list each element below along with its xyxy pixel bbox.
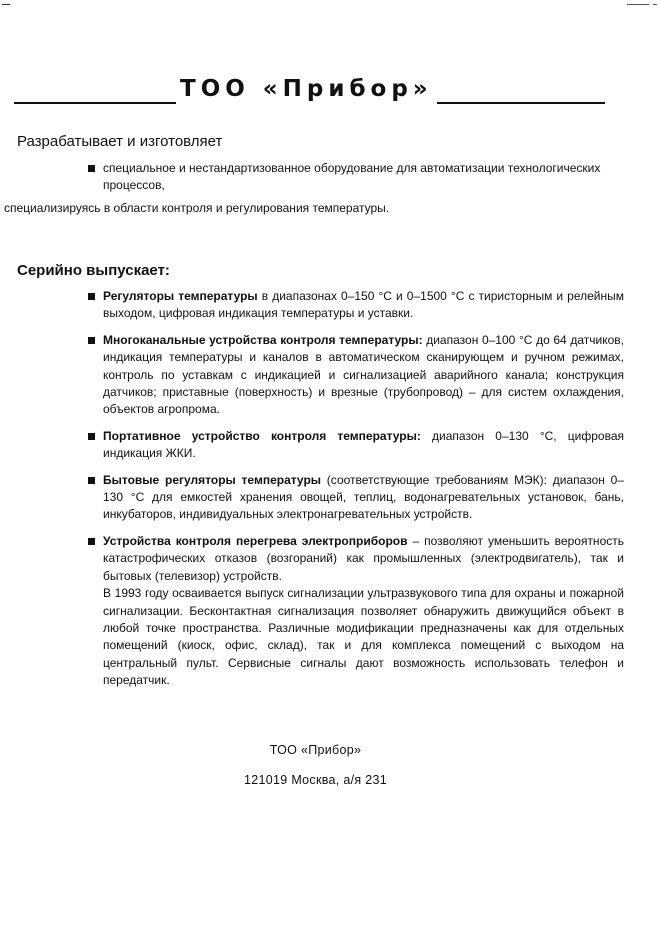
square-bullet-icon [88,433,95,440]
specialization-text: специализируясь в области контроля и регулирования температуры. [4,201,390,215]
square-bullet-icon [88,477,95,484]
product-item [88,332,624,419]
development-bullet [88,160,618,194]
company-title: ТОО «Прибор» [180,76,433,102]
product-item [88,472,624,524]
scan-mark [627,4,649,5]
product-item [88,288,624,323]
product-description: диапазон 0–130 °С, цифровая индикация ЖКИ. [103,428,625,461]
square-bullet-icon [88,165,95,172]
letterhead [14,72,606,104]
product-description: (соответствующие требованиям МЭК): диапазон 0–130 °С для емкостей хранения овощей, теплиц, водонагревательных установок, бань, инкубаторов, индивидуальных электронагревательных устройств. [103,472,624,522]
development-bullet-text: специальное и нестандартизованное оборудование для автоматизации технологических процессов, [103,161,601,192]
development-heading: Разрабатывает и изготовляет [17,133,223,150]
product-description: в диапазонах 0–150 °С и 0–1500 °С с тиристорным и релейным выходом, цифровая индикация температуры и уставки. [103,289,624,321]
product-extra-paragraph: В 1993 году осваивается выпуск сигнализации ультразвукового типа для охраны и пожарной сигнализации. Бесконтактная сигнализация позволяет обнаружить движущийся объект в любой точке пространства. Различные модификации предназначены как для отдельных помещений (киоск, офис, склад), так и для комплекса помещений с выходом на центральный пульт. Сервисные сигналы дают возможность использовать телефон и передатчик. [103,586,624,688]
product-name: Регуляторы температуры [103,289,258,303]
header-rule-right [437,72,605,104]
product-item [88,428,624,463]
scan-mark [653,4,657,5]
square-bullet-icon [88,538,95,545]
product-name: Устройства контроля перегрева электроприборов [103,533,408,548]
header-rule-left [14,72,176,104]
product-name: Бытовые регуляторы температуры [103,472,322,487]
product-description: – позволяют уменьшить вероятность катастрофических отказов (возгораний) как промышленных (электродвигатель), так и бытовых (телевизор) устройств. [103,533,624,583]
square-bullet-icon [88,337,95,344]
product-description: диапазон 0–100 °С до 64 датчиков, индикация температуры и каналов в автоматическом сканирующем и ручном режимах, контроль по уставкам с индикацией и сигнализацией аварийного канала; конструкция датчиков; приставные (поверхность) и врезные (трубопровод) – для систем охлаждения, объектов агропрома. [103,332,624,417]
product-list [88,288,624,699]
product-name: Многоканальные устройства контроля температуры: [103,332,423,347]
square-bullet-icon [88,293,95,300]
footer-organization: ТОО «Прибор» [269,743,362,757]
serial-heading: Серийно выпускает: [17,262,170,279]
product-name: Портативное устройство контроля температуры: [103,428,421,443]
product-item [88,533,624,690]
footer-address: 121019 Москва, а/я 231 [244,773,387,787]
scan-mark [2,4,10,5]
